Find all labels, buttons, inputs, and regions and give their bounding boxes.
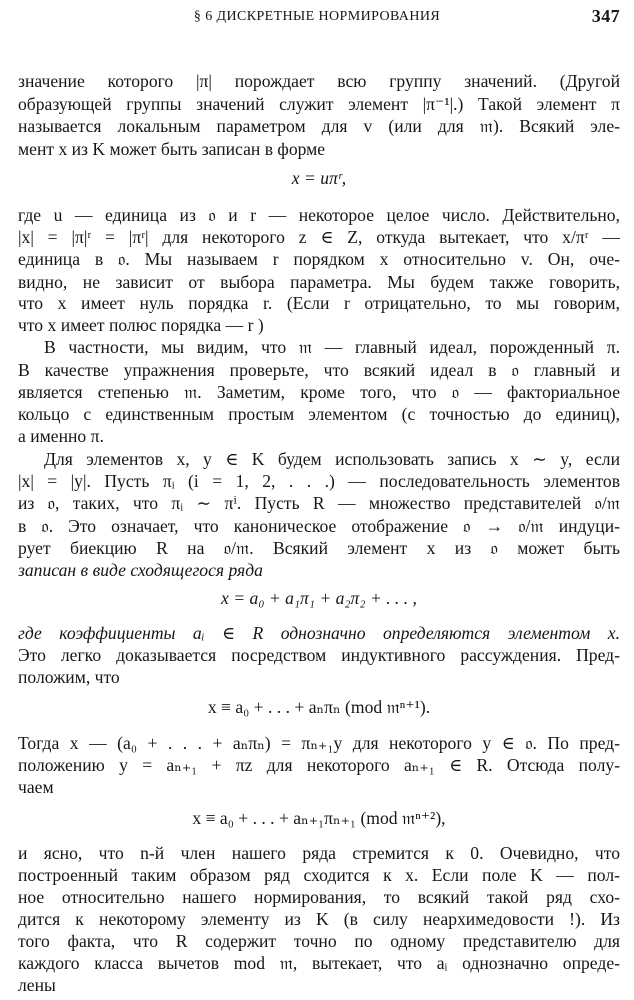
section-title: § 6 ДИСКРЕТНЫЕ НОРМИРОВАНИЯ [193,9,441,24]
display-formula: x ≡ a₀ + . . . + aₙπₙ (mod 𝔪ⁿ⁺¹). [207,697,431,718]
display-formula: x = a₀ + a₁π₁ + a₂π₂ + . . . , [221,588,417,609]
text-line: дится к некоторому элементу из K (в силу неархимедовости !). Из [18,909,620,930]
text-line: в 𝔬. Это означает, что каноническое отображение 𝔬 → 𝔬/𝔪 индуци- [18,515,620,536]
text-line: рует биекцию R на 𝔬/𝔪. Всякий элемент x из 𝔬 может быть [18,537,620,558]
text-line: что x имеет нуль порядка r. (Если r отрицательно, то мы говорим, [18,293,620,314]
text-line: каждого класса вычетов mod 𝔪, вытекает, что aᵢ однозначно опреде- [18,953,620,973]
text-line: а именно π. [18,426,104,447]
text-line: того факта, что R содержит точно по одному представителю для [18,931,620,952]
running-header [0,6,634,30]
page-number: 347 [591,6,620,26]
text-line: видно, не зависит от выбора параметра. Мы будем также говорить, [18,271,620,292]
text-line: В качестве упражнения проверьте, что всякий идеал в 𝔬 главный и [18,360,620,381]
text-line: положим, что [18,666,120,687]
text-line: положению y = aₙ₊₁ + πz для некоторого aₙ₊₁ ∈ R. Отсюда полу- [18,755,620,776]
text-line: из 𝔬, таких, что πᵢ ∼ πⁱ. Пусть R — множество представителей 𝔬/𝔪 [18,492,620,513]
text-line: записан в виде сходящегося ряда [18,559,263,580]
text-line: построенный таким образом ряд сходится к x. Если поле K — пол- [18,865,620,886]
text-line: называется локальным параметром для v (или для 𝔪). Всякий эле- [18,115,620,136]
text-line: является степенью 𝔪. Заметим, кроме того, что 𝔬 — факториальное [18,382,620,403]
text-line: лены [18,975,56,995]
text-line: Тогда x — (a₀ + . . . + aₙπₙ) = πₙ₊₁y для некоторого y ∈ 𝔬. По пред- [18,732,620,753]
display-formula: x ≡ a₀ + . . . + aₙ₊₁πₙ₊₁ (mod 𝔪ⁿ⁺²), [192,807,446,828]
text-line: где коэффициенты aᵢ ∈ R однозначно определяются элементом x. [18,622,620,643]
text-line: мент x из K может быть записан в форме [18,138,326,159]
text-line: |x| = |y|. Пусть πᵢ (i = 1, 2, . . .) — последовательность элементов [18,471,620,491]
text-line: значение которого |π| порождает всю группу значений. (Другой [18,71,620,91]
text-line: В частности, мы видим, что 𝔪 — главный идеал, порожденный π. [44,337,620,358]
text-line: Это легко доказывается посредством индуктивного рассуждения. Пред- [18,644,620,665]
text-line: ное относительно нашего нормирования, то всякий такой ряд схо- [18,887,620,908]
text-line: |x| = |π|ʳ = |πʳ| для некоторого z ∈ Z, откуда вытекает, что x/πʳ — [18,226,620,247]
text-line: образующей группы значений служит элемент |π⁻¹|.) Такой элемент π [18,93,620,114]
text-line: единица в 𝔬. Мы называем r порядком x относительно v. Он, оче- [18,248,620,269]
text-line: где u — единица из 𝔬 и r — некоторое целое число. Действительно, [18,204,620,225]
text-line: что x имеет полюс порядка — r ) [18,315,264,336]
text-line: чаем [18,777,54,798]
text-line: Для элементов x, y ∈ K будем использовать запись x ∼ y, если [44,449,620,469]
display-formula: x = uπʳ, [291,168,347,189]
text-line: и ясно, что n-й член нашего ряда стремится к 0. Очевидно, что [18,843,620,864]
text-line: кольцо с единственным простым элементом (с точностью до единиц), [18,404,620,425]
